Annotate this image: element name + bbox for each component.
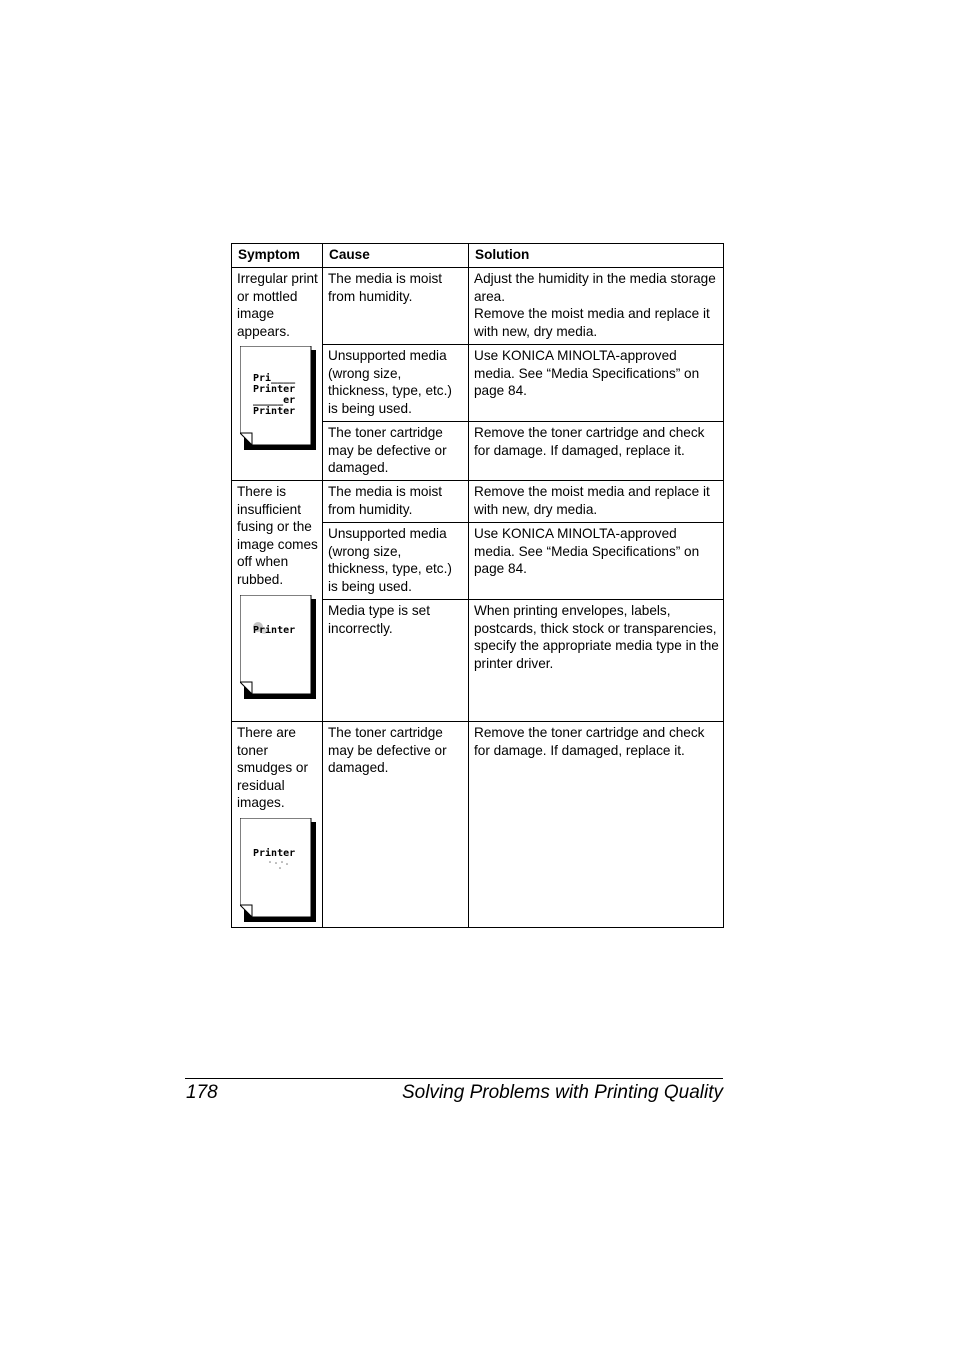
cause-cell: The media is moist from humidity. bbox=[323, 268, 469, 345]
cause-cell: Unsupported media (wrong size, thickness, type, etc.) is being used. bbox=[323, 523, 469, 600]
cause-cell: The toner cartridge may be defective or damaged. bbox=[323, 722, 469, 928]
insufficient-fusing-illustration bbox=[240, 595, 318, 699]
cause-cell: The toner cartridge may be defective or damaged. bbox=[323, 422, 469, 481]
solution-cell: Remove the moist media and replace it with new, dry media. bbox=[469, 481, 724, 523]
mottled-print-illustration bbox=[240, 346, 318, 450]
header-symptom: Symptom bbox=[232, 244, 323, 268]
page-number: 178 bbox=[186, 1082, 218, 1103]
symptom-cell bbox=[232, 481, 323, 722]
table-row bbox=[232, 722, 724, 928]
footer-rule bbox=[185, 1078, 723, 1079]
table-row bbox=[232, 481, 724, 523]
cause-cell: Unsupported media (wrong size, thickness, type, etc.) is being used. bbox=[323, 345, 469, 422]
solution-cell: Use KONICA MINOLTA-approved media. See “Media Specifications” on page 84. bbox=[469, 523, 724, 600]
toner-smudge-illustration bbox=[240, 818, 318, 922]
solution-cell: Remove the toner cartridge and check for damage. If damaged, replace it. bbox=[469, 722, 724, 928]
symptom-cell bbox=[232, 268, 323, 481]
table-row bbox=[232, 268, 724, 345]
symptom-text: There is insufficient fusing or the image comes off when rubbed. bbox=[237, 484, 318, 587]
solution-line: Adjust the humidity in the media storage area. bbox=[474, 271, 716, 304]
illustration-line: _____er bbox=[253, 395, 296, 407]
symptom-text: Irregular print or mottled image appears. bbox=[237, 271, 318, 339]
table-header-row bbox=[232, 244, 724, 268]
section-title: Solving Problems with Printing Quality bbox=[401, 1082, 723, 1103]
symptom-cell bbox=[232, 722, 323, 928]
illustration-line: Printer bbox=[253, 624, 296, 636]
cause-cell: The media is moist from humidity. bbox=[323, 481, 469, 523]
solution-cell: Use KONICA MINOLTA-approved media. See “Media Specifications” on page 84. bbox=[469, 345, 724, 422]
illustration-line: Printer bbox=[253, 847, 296, 859]
troubleshooting-table bbox=[231, 243, 724, 928]
illustration-line: Printer bbox=[253, 384, 296, 396]
header-cause: Cause bbox=[323, 244, 469, 268]
solution-cell: When printing envelopes, labels, postcards, thick stock or transparencies, specify the appropriate media type in the printer driver. bbox=[469, 600, 724, 722]
solution-cell: Remove the toner cartridge and check for damage. If damaged, replace it. bbox=[469, 422, 724, 481]
cause-cell: Media type is set incorrectly. bbox=[323, 600, 469, 722]
illustration-line: Pri____ bbox=[253, 373, 296, 385]
header-solution: Solution bbox=[469, 244, 724, 268]
solution-cell bbox=[469, 268, 724, 345]
solution-line: Remove the moist media and replace it with new, dry media. bbox=[474, 306, 710, 339]
illustration-line: Printer bbox=[253, 406, 296, 418]
symptom-text: There are toner smudges or residual images. bbox=[237, 725, 309, 811]
